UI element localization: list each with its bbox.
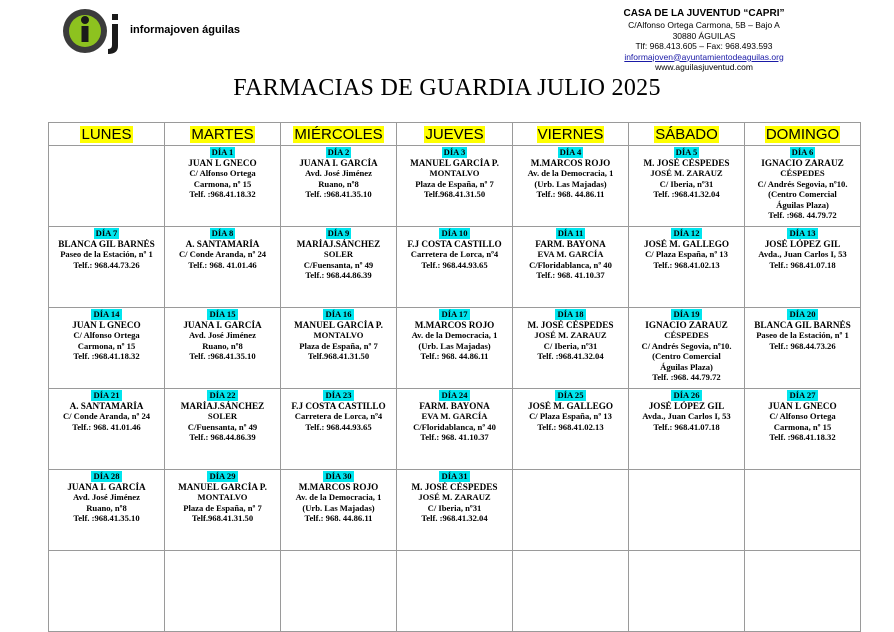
pharmacy-detail: Ruano, nº8: [318, 178, 359, 189]
calendar-day-cell: [49, 470, 165, 551]
pharmacy-detail: JOSÉ M. ZARAUZ: [418, 492, 491, 502]
pharmacy-detail: Paseo de la Estación, nº 1: [60, 249, 153, 259]
pharmacy-detail: Avd. José Jiménez: [73, 492, 140, 502]
calendar-day-cell: [165, 389, 281, 470]
calendar-empty-cell: [281, 551, 397, 632]
day-label: DÍA 28: [93, 471, 120, 481]
pharmacy-detail: Águilas Plaza): [776, 199, 829, 210]
day-label: DÍA 18: [557, 309, 584, 319]
pharmacy-detail: Telf. :968.41.32.04: [421, 513, 488, 523]
day-label: DÍA 8: [211, 228, 234, 238]
pharmacy-detail: C/ Conde Aranda, nº 24: [178, 249, 267, 259]
day-label: DÍA 17: [441, 309, 468, 319]
day-label: DÍA 23: [325, 390, 352, 400]
pharmacy-detail: Telf.968.41.31.50: [423, 189, 486, 199]
day-label: DÍA 16: [325, 309, 352, 319]
pharmacy-detail: Telf.: 968.41.02.13: [653, 259, 720, 270]
calendar-body: [49, 146, 861, 632]
pharmacy-detail: (Centro Comercial: [768, 189, 837, 199]
pharmacy-detail: Telf.968.41.31.50: [307, 351, 370, 361]
day-label: DÍA 2: [327, 147, 350, 157]
pharmacy-detail: Telf.: 968.44.86.39: [189, 432, 256, 442]
calendar-week-row: [49, 308, 861, 389]
pharmacy-detail: Carmona, nº 15: [193, 178, 252, 189]
pharmacy-name: JUANA I. GARCÍA: [67, 481, 146, 492]
pharmacy-detail: Paseo de la Estación, nº 1: [756, 330, 849, 340]
day-label: DÍA 26: [673, 390, 700, 400]
calendar-week-row: [49, 551, 861, 632]
calendar-day-cell: [745, 308, 861, 389]
day-label: DÍA 24: [441, 390, 468, 400]
pharmacy-detail: Telf.: 968. 44.86.11: [304, 513, 373, 523]
calendar-day-cell: [745, 146, 861, 227]
calendar-day-cell: [513, 146, 629, 227]
pharmacy-detail: CÉSPEDES: [780, 168, 825, 178]
calendar-empty-cell: [745, 470, 861, 551]
calendar-day-cell: [629, 308, 745, 389]
org-phone: Tlf: 968.413.605 – Fax: 968.493.593: [635, 41, 773, 51]
pharmacy-detail: Telf.: 968.41.07.18: [769, 259, 836, 270]
day-label: DÍA 11: [557, 228, 584, 238]
pharmacy-detail: Telf.: 968.41.02.13: [537, 421, 604, 432]
pharmacy-detail: C/ Andrés Segovia, nº10.: [641, 340, 732, 351]
day-label: DÍA 30: [325, 471, 352, 481]
calendar-empty-cell: [513, 551, 629, 632]
pharmacy-detail: Telf.: 968. 41.01.46: [72, 421, 141, 432]
calendar-day-cell: [513, 227, 629, 308]
pharmacy-detail: C/ Iberia, nº31: [659, 178, 714, 189]
pharmacy-detail: JOSÉ M. ZARAUZ: [650, 168, 723, 178]
page-title: FARMACIAS DE GUARDIA JULIO 2025: [233, 75, 661, 101]
weekday-header: [281, 123, 397, 146]
pharmacy-detail: SOLER: [207, 411, 238, 421]
weekday-header: [49, 123, 165, 146]
pharmacy-detail: C/ Plaza España, nº 13: [529, 411, 612, 421]
pharmacy-detail: Avd. José Jiménez: [189, 330, 256, 340]
calendar-day-cell: [281, 227, 397, 308]
pharmacy-detail: Telf.: 968.44.86.39: [305, 270, 372, 280]
weekday-label: LUNES: [81, 125, 132, 143]
calendar-empty-cell: [629, 470, 745, 551]
calendar-week-row: [49, 470, 861, 551]
pharmacy-name: IGNACIO ZARAUZ: [645, 319, 728, 330]
pharmacy-detail: C/Fuensanta, nº 49: [187, 421, 258, 432]
calendar-day-cell: [629, 389, 745, 470]
pharmacy-name: MANUEL GARCÍA P.: [410, 157, 499, 168]
day-label: DÍA 12: [673, 228, 700, 238]
calendar-day-cell: [165, 146, 281, 227]
day-label: DÍA 4: [559, 147, 582, 157]
pharmacy-detail: Telf.: 968.44.93.65: [421, 259, 488, 270]
pharmacy-detail: Telf. :968.41.18.32: [73, 351, 140, 361]
pharmacy-name: JOSÉ LÓPEZ GIL: [764, 238, 841, 249]
pharmacy-detail: Telf.: 968.44.73.26: [769, 340, 836, 351]
pharmacy-detail: CÉSPEDES: [664, 330, 709, 340]
pharmacy-detail: Carretera de Lorca, nº4: [410, 249, 499, 259]
pharmacy-detail: EVA M. GARCÍA: [537, 249, 604, 259]
pharmacy-detail: Carmona, nº 15: [773, 421, 832, 432]
pharmacy-detail: MONTALVO: [313, 330, 364, 340]
pharmacy-detail: Plaza de España, nº 7: [183, 502, 262, 513]
pharmacy-name: JUANA I. GARCÍA: [183, 319, 262, 330]
day-label: DÍA 1: [211, 147, 234, 157]
day-label: DÍA 3: [443, 147, 466, 157]
day-label: DÍA 21: [93, 390, 120, 400]
pharmacy-detail: Telf.: 968. 41.01.46: [188, 259, 257, 270]
weekday-header: [513, 123, 629, 146]
calendar-day-cell: [49, 227, 165, 308]
calendar-day-cell: [397, 227, 513, 308]
pharmacy-detail: EVA M. GARCÍA: [421, 411, 488, 421]
pharmacy-name: M. JOSÉ CÉSPEDES: [643, 157, 730, 168]
pharmacy-name: FARM. BAYONA: [419, 400, 490, 411]
day-label: DÍA 10: [441, 228, 468, 238]
day-label: DÍA 9: [327, 228, 350, 238]
weekday-header: [397, 123, 513, 146]
pharmacy-detail: SOLER: [323, 249, 354, 259]
calendar-day-cell: [281, 308, 397, 389]
pharmacy-name: JOSÉ LÓPEZ GIL: [648, 400, 725, 411]
pharmacy-detail: (Centro Comercial: [652, 351, 721, 361]
calendar-day-cell: [629, 227, 745, 308]
org-website: www.aguilasjuventud.com: [655, 62, 753, 72]
pharmacy-detail: C/Fuensanta, nº 49: [303, 259, 374, 270]
weekday-label: JUEVES: [425, 125, 484, 143]
pharmacy-name: A. SANTAMARÍA: [185, 238, 260, 249]
pharmacy-name: JUAN L GNECO: [768, 400, 837, 411]
pharmacy-detail: Telf.: 968.41.07.18: [653, 421, 720, 432]
pharmacy-name: JOSÉ M. GALLEGO: [644, 238, 729, 249]
pharmacy-detail: Av. de la Democracia, 1: [295, 492, 382, 502]
calendar-day-cell: [397, 146, 513, 227]
calendar-day-cell: [629, 146, 745, 227]
pharmacy-detail: C/ Iberia, nº31: [427, 502, 482, 513]
day-label: DÍA 13: [789, 228, 816, 238]
pharmacy-detail: C/ Conde Aranda, nº 24: [62, 411, 151, 421]
day-label: DÍA 5: [675, 147, 698, 157]
pharmacy-name: F.J COSTA CASTILLO: [291, 400, 386, 411]
calendar-empty-cell: [629, 551, 745, 632]
weekday-header-row: [49, 123, 861, 146]
calendar-day-cell: [397, 308, 513, 389]
pharmacy-detail: Carretera de Lorca, nº4: [294, 411, 383, 421]
pharmacy-name: M. JOSÉ CÉSPEDES: [527, 319, 614, 330]
pharmacy-detail: Telf.: 968. 44.86.11: [420, 351, 489, 361]
weekday-label: VIERNES: [537, 125, 604, 143]
calendar-week-row: [49, 146, 861, 227]
pharmacy-detail: Ruano, nº8: [86, 502, 127, 513]
pharmacy-name: JUAN L GNECO: [188, 157, 257, 168]
calendar-day-cell: [165, 227, 281, 308]
calendar-day-cell: [397, 470, 513, 551]
pharmacy-detail: Avd. José Jiménez: [305, 168, 372, 178]
pharmacy-detail: Telf. :968.41.18.32: [189, 189, 256, 199]
pharmacy-name: MANUEL GARCÍA P.: [178, 481, 267, 492]
calendar-day-cell: [281, 470, 397, 551]
pharmacy-detail: Telf.968.41.31.50: [191, 513, 254, 523]
day-label: DÍA 27: [789, 390, 816, 400]
pharmacy-detail: Telf.: 968. 41.10.37: [420, 432, 489, 442]
pharmacy-detail: Plaza de España, nº 7: [299, 340, 378, 351]
calendar-empty-cell: [397, 551, 513, 632]
calendar-day-cell: [165, 470, 281, 551]
pharmacy-detail: Telf. :968.41.35.10: [189, 351, 256, 361]
pharmacy-name: MANUEL GARCÍA P.: [294, 319, 383, 330]
pharmacy-name: M.MARCOS ROJO: [530, 157, 611, 168]
day-label: DÍA 31: [441, 471, 468, 481]
day-label: DÍA 19: [673, 309, 700, 319]
org-name: CASA DE LA JUVENTUD “CAPRI”: [623, 8, 785, 19]
day-label: DÍA 20: [789, 309, 816, 319]
pharmacy-detail: C/ Alfonso Ortega: [73, 330, 140, 340]
pharmacy-name: BLANCA GIL BARNÉS: [754, 319, 851, 330]
pharmacy-detail: Telf.: 968.44.93.65: [305, 421, 372, 432]
pharmacy-name: M.MARCOS ROJO: [414, 319, 495, 330]
calendar-day-cell: [49, 308, 165, 389]
pharmacy-name: FARM. BAYONA: [535, 238, 606, 249]
pharmacy-name: M.MARCOS ROJO: [298, 481, 379, 492]
weekday-label: MARTES: [191, 125, 254, 143]
logo-text: informajoven águilas: [130, 24, 241, 36]
calendar-empty-cell: [745, 551, 861, 632]
pharmacy-detail: Telf. :968.41.32.04: [537, 351, 604, 361]
org-address: C/Alfonso Ortega Carmona, 5B – Bajo A: [628, 20, 780, 30]
weekday-label: SÁBADO: [655, 125, 718, 143]
pharmacy-detail: Telf. :968.41.35.10: [73, 513, 140, 523]
pharmacy-detail: Carmona, nº 15: [77, 340, 136, 351]
pharmacy-name: IGNACIO ZARAUZ: [761, 157, 844, 168]
calendar-day-cell: [397, 389, 513, 470]
pharmacy-detail: Telf. :968. 44.79.72: [652, 372, 721, 382]
calendar-day-cell: [745, 389, 861, 470]
weekday-label: MIÉRCOLES: [294, 125, 383, 143]
pharmacy-detail: MONTALVO: [429, 168, 480, 178]
day-label: DÍA 25: [557, 390, 584, 400]
day-label: DÍA 7: [95, 228, 118, 238]
calendar-week-row: [49, 389, 861, 470]
weekday-header: [165, 123, 281, 146]
pharmacy-detail: Av. de la Democracia, 1: [527, 168, 614, 178]
weekday-header: [745, 123, 861, 146]
day-label: DÍA 14: [93, 309, 120, 319]
pharmacy-detail: Avda., Juan Carlos I, 53: [758, 249, 847, 259]
pharmacy-name: A. SANTAMARÍA: [69, 400, 144, 411]
pharmacy-calendar: [48, 122, 861, 632]
calendar-day-cell: [165, 308, 281, 389]
pharmacy-name: BLANCA GIL BARNÉS: [58, 238, 155, 249]
day-label: DÍA 6: [791, 147, 814, 157]
pharmacy-detail: C/ Iberia, nº31: [543, 340, 598, 351]
pharmacy-detail: (Urb. Las Majadas): [302, 502, 375, 513]
calendar-empty-cell: [165, 551, 281, 632]
pharmacy-detail: (Urb. Las Majadas): [534, 178, 607, 189]
pharmacy-detail: Telf. :968. 44.79.72: [768, 210, 837, 220]
calendar-week-row: [49, 227, 861, 308]
org-city: 30880 ÁGUILAS: [672, 30, 736, 41]
pharmacy-detail: Telf.: 968.44.73.26: [73, 259, 140, 270]
pharmacy-detail: Águilas Plaza): [660, 361, 713, 372]
calendar-day-cell: [281, 146, 397, 227]
calendar-day-cell: [281, 389, 397, 470]
pharmacy-detail: Avda., Juan Carlos I, 53: [642, 411, 731, 421]
pharmacy-detail: Av. de la Democracia, 1: [411, 330, 498, 340]
pharmacy-detail: C/ Andrés Segovia, nº10.: [757, 178, 848, 189]
day-label: DÍA 29: [209, 471, 236, 481]
weekday-header: [629, 123, 745, 146]
calendar-empty-cell: [513, 470, 629, 551]
calendar-empty-cell: [49, 551, 165, 632]
pharmacy-name: JOSÉ M. GALLEGO: [528, 400, 613, 411]
calendar-day-cell: [513, 308, 629, 389]
pharmacy-name: MARÍAJ.SÁNCHEZ: [296, 238, 381, 249]
organization-info: [574, 8, 834, 73]
pharmacy-detail: Telf.: 968. 41.10.37: [536, 270, 605, 280]
pharmacy-detail: Telf. :968.41.18.32: [769, 432, 836, 442]
pharmacy-name: M. JOSÉ CÉSPEDES: [411, 481, 498, 492]
day-label: DÍA 15: [209, 309, 236, 319]
day-label: DÍA 22: [209, 390, 236, 400]
pharmacy-detail: MONTALVO: [197, 492, 248, 502]
pharmacy-detail: Plaza de España, nº 7: [415, 178, 494, 189]
calendar-day-cell: [49, 389, 165, 470]
pharmacy-detail: C/ Plaza España, nº 13: [645, 249, 728, 259]
calendar-day-cell: [513, 389, 629, 470]
pharmacy-detail: JOSÉ M. ZARAUZ: [534, 330, 607, 340]
pharmacy-detail: (Urb. Las Majadas): [418, 340, 491, 351]
calendar-empty-cell: [49, 146, 165, 227]
pharmacy-detail: C/ Alfonso Ortega: [769, 411, 836, 421]
pharmacy-detail: Ruano, nº8: [202, 340, 243, 351]
calendar-day-cell: [745, 227, 861, 308]
pharmacy-name: MARÍAJ.SÁNCHEZ: [180, 400, 265, 411]
pharmacy-name: JUANA I. GARCÍA: [299, 157, 378, 168]
pharmacy-detail: Telf. :968.41.35.10: [305, 189, 372, 199]
weekday-label: DOMINGO: [765, 125, 840, 143]
pharmacy-detail: C/Floridablanca, nº 40: [413, 421, 496, 432]
pharmacy-detail: C/Floridablanca, nº 40: [529, 259, 612, 270]
pharmacy-name: F.J COSTA CASTILLO: [407, 238, 502, 249]
pharmacy-detail: Telf. :968.41.32.04: [653, 189, 720, 199]
pharmacy-detail: Telf.: 968. 44.86.11: [536, 189, 605, 199]
pharmacy-detail: C/ Alfonso Ortega: [189, 168, 256, 178]
pharmacy-name: JUAN L GNECO: [72, 319, 141, 330]
org-email-link[interactable]: informajoven@ayuntamientodeaguilas.org: [624, 51, 784, 62]
